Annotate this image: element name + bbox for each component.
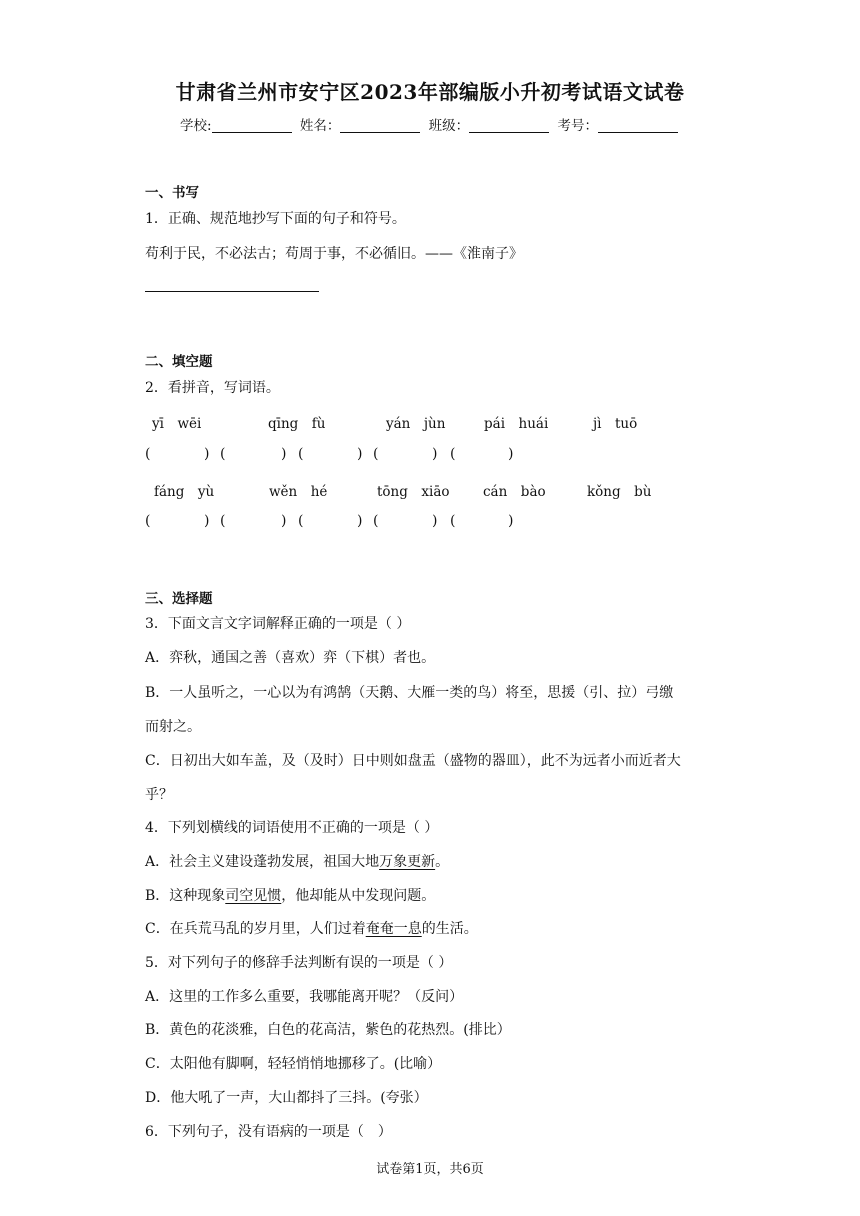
pinyin-item: cán bào: [483, 484, 546, 500]
question-3: 3．下面文言文字词解释正确的一项是（ ）: [145, 616, 411, 632]
answer-box-close: ): [281, 446, 287, 462]
school-label: 学校:: [180, 118, 212, 134]
exam-title: 甘肃省兰州市安宁区2023年部编版小升初考试语文试卷: [175, 80, 685, 104]
option-text: 的生活。: [421, 921, 478, 937]
answer-box-close: ): [432, 513, 438, 529]
section-heading-writing: 一、书写: [145, 185, 199, 201]
option-3c-cont: 乎？: [145, 787, 173, 803]
underlined-phrase: 司空见惯: [225, 888, 282, 904]
question-4: 4．下列划横线的词语使用不正确的一项是（ ）: [145, 820, 439, 836]
question-5: 5．对下列句子的修辞手法判断有误的一项是（ ）: [145, 955, 453, 971]
number-blank[interactable]: [598, 118, 678, 133]
answer-box-open[interactable]: (: [298, 446, 304, 462]
option-3c[interactable]: C．日初出大如车盖，及（及时）日中则如盘盂（盛物的器皿），此不为远者小而近者大: [145, 753, 681, 769]
question-6: 6．下列句子，没有语病的一项是（ ）: [145, 1124, 392, 1140]
pinyin-item: wěn hé: [269, 484, 328, 500]
answer-box-close: ): [204, 446, 210, 462]
answer-box-open[interactable]: (: [450, 446, 456, 462]
option-5d[interactable]: D．他大吼了一声，大山都抖了三抖。(夸张）: [145, 1090, 428, 1106]
question-1: 1．正确、规范地抄写下面的句子和符号。: [145, 211, 406, 227]
answer-box-open[interactable]: (: [373, 513, 379, 529]
pinyin-item: jì tuō: [593, 416, 638, 432]
student-info-line: [0, 114, 860, 134]
option-text: A．社会主义建设蓬勃发展，祖国大地: [145, 854, 380, 870]
school-blank[interactable]: [212, 118, 292, 133]
section-heading-fill: 二、填空题: [145, 354, 213, 370]
pinyin-item: qīng fù: [268, 416, 326, 432]
option-text: 。: [435, 854, 450, 870]
class-label: 班级：: [428, 118, 470, 134]
section-heading-choice: 三、选择题: [145, 591, 213, 607]
answer-box-close: ): [357, 446, 363, 462]
answer-box-close: ): [432, 446, 438, 462]
name-blank[interactable]: [340, 118, 420, 133]
page-footer: 试卷第1页，共6页: [376, 1162, 484, 1177]
answer-box-open[interactable]: (: [373, 446, 379, 462]
underlined-phrase: 奄奄一息: [365, 921, 422, 937]
option-3b-cont: 而射之。: [145, 719, 201, 735]
option-text: B．这种现象: [145, 888, 226, 904]
pinyin-item: fáng yù: [154, 484, 215, 500]
option-text: ，他却能从中发现问题。: [281, 888, 436, 904]
option-5c[interactable]: C．太阳他有脚啊，轻轻悄悄地挪移了。(比喻）: [145, 1056, 442, 1072]
question-2: 2．看拼音，写词语。: [145, 380, 280, 396]
answer-box-open[interactable]: (: [220, 446, 226, 462]
option-4a[interactable]: [145, 851, 449, 871]
pinyin-item: yán jùn: [386, 416, 446, 432]
class-blank[interactable]: [469, 118, 549, 133]
pinyin-item: tōng xiāo: [377, 484, 450, 500]
option-5b[interactable]: B．黄色的花淡雅，白色的花高洁，紫色的花热烈。(排比）: [145, 1022, 511, 1038]
answer-box-open[interactable]: (: [145, 513, 151, 529]
answer-box-close: ): [281, 513, 287, 529]
answer-box-close: ): [508, 513, 514, 529]
option-text: C．在兵荒马乱的岁月里，人们过着: [145, 921, 366, 937]
answer-box-open[interactable]: (: [450, 513, 456, 529]
answer-box-close: ): [357, 513, 363, 529]
option-5a[interactable]: A．这里的工作多么重要，我哪能离开呢？（反问）: [145, 989, 464, 1005]
answer-box-close: ): [204, 513, 210, 529]
option-4b[interactable]: [145, 885, 435, 905]
number-label: 考号：: [557, 118, 598, 134]
answer-line[interactable]: [145, 291, 319, 292]
option-3a[interactable]: A．弈秋，通国之善（喜欢）弈（下棋）者也。: [145, 650, 436, 666]
quote-text: 苟利于民，不必法古；苟周于事，不必循旧。——《淮南子》: [145, 246, 523, 262]
pinyin-item: yī wēi: [152, 416, 202, 432]
answer-box-open[interactable]: (: [220, 513, 226, 529]
answer-box-open[interactable]: (: [145, 446, 151, 462]
name-label: 姓名：: [299, 118, 341, 134]
pinyin-item: kǒng bù: [587, 484, 652, 500]
answer-box-open[interactable]: (: [298, 513, 304, 529]
pinyin-item: pái huái: [484, 416, 549, 432]
underlined-phrase: 万象更新: [379, 854, 436, 870]
option-3b[interactable]: B．一人虽听之，一心以为有鸿鹄（天鹅、大雁一类的鸟）将至，思援（引、拉）弓缴: [145, 685, 674, 701]
answer-box-close: ): [508, 446, 514, 462]
option-4c[interactable]: [145, 918, 478, 938]
